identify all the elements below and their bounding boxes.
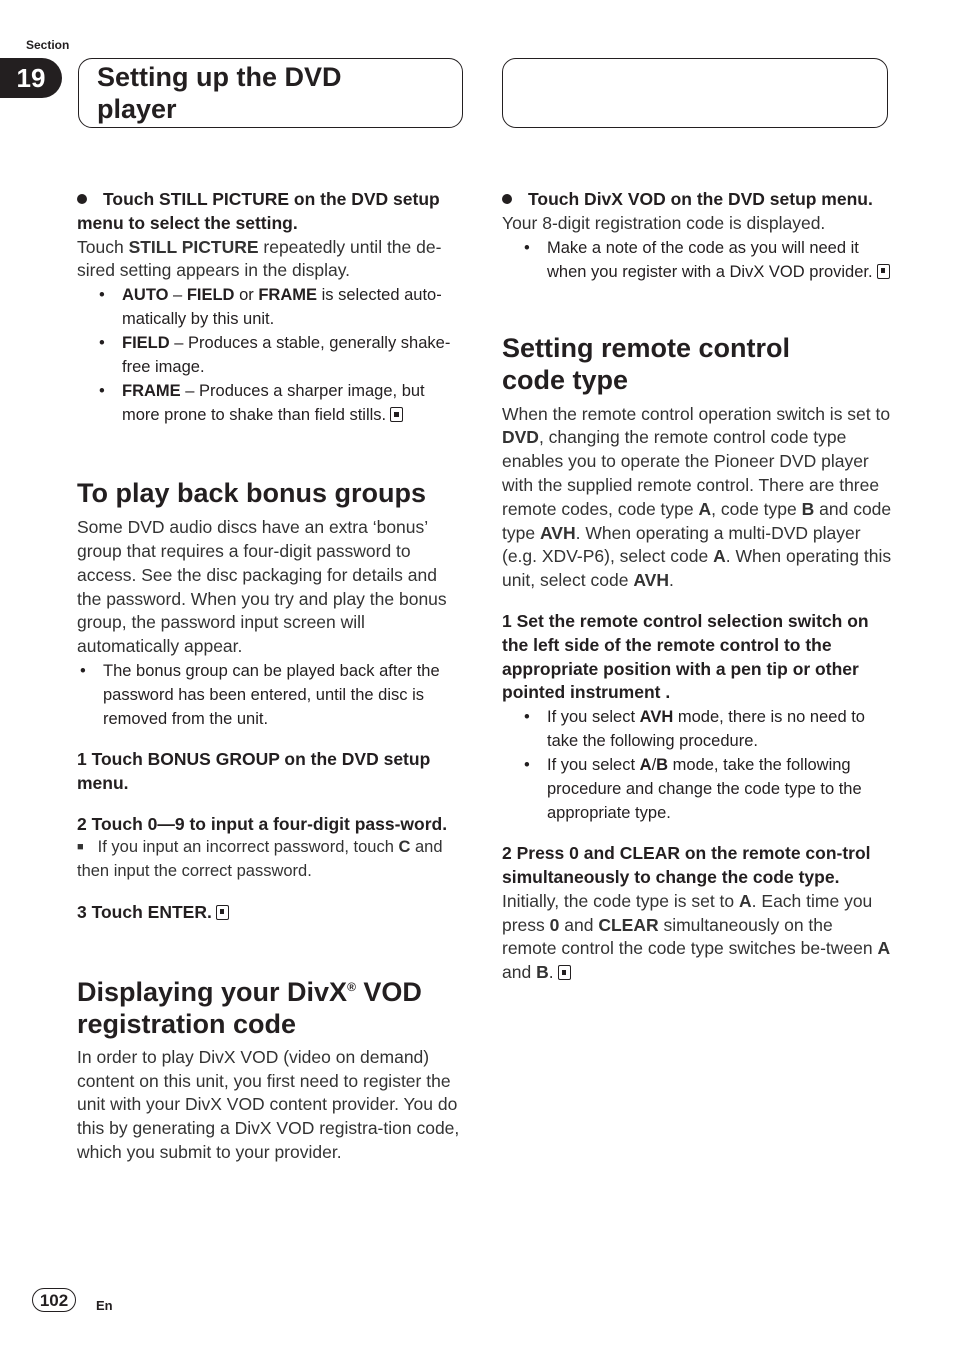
bonus-body: Some DVD audio discs have an extra ‘bonus’ group that requires a four-digit password to access. See the disc packaging for details and the password. When you try and play the bonus group, the password input screen will automatically appear.: [77, 517, 447, 657]
list-item: • AUTO – FIELD or FRAME is selected auto-matically by this unit.: [77, 283, 465, 331]
blank-header-box: [502, 58, 888, 128]
bonus-step-1: 1 Touch BONUS GROUP on the DVD setup menu.: [77, 748, 431, 793]
page-number: 102: [32, 1288, 76, 1312]
divx-touch-body: Your 8-digit registration code is displayed.: [502, 212, 826, 233]
still-picture-body: Touch STILL PICTURE repeatedly until the de-sired setting appears in the display.: [77, 236, 442, 281]
section-label: Section: [26, 38, 70, 52]
list-item: • Make a note of the code as you will need it when you register with a DivX VOD provider.: [502, 236, 892, 284]
bonus-title: To play back bonus groups: [77, 478, 427, 509]
bullet-dot-icon: [77, 194, 87, 204]
end-mark-icon: [390, 407, 403, 422]
remote-step-1-bullets: [502, 705, 892, 825]
chapter-title: [97, 61, 342, 125]
end-mark-icon: [877, 264, 890, 279]
remote-step-2: 2 Press 0 and CLEAR on the remote con-trol simultaneously to change the code type.: [502, 843, 871, 887]
remote-body: When the remote control operation switch is set to DVD, changing the remote control code type enables you to operate the Pioneer DVD player with the supplied remote control. There are three remote codes, code type A, code type B and code type AVH. When operating a multi-DVD player (e.g. XDV-P6), select code A. When operating this unit, select code AVH.: [502, 403, 892, 591]
divx-bullets: [502, 236, 892, 284]
divx-touch-heading: Touch DivX VOD on the DVD setup menu.: [502, 188, 892, 212]
remote-step-1: 1 Set the remote control selection switch on the left side of the remote control to the appropriate position with a pen tip or other pointed instrument .: [502, 610, 869, 703]
bonus-step-3: 3 Touch ENTER.: [77, 901, 465, 925]
section-number-badge: 19: [0, 58, 62, 98]
note-square-icon: ■: [77, 841, 84, 854]
chapter-title-line2: player: [97, 94, 177, 124]
divx-title: Displaying your DivX® VOD registration code: [77, 976, 422, 1039]
still-picture-heading: Touch STILL PICTURE on the DVD setup menu to select the setting.: [77, 189, 440, 233]
list-item: • If you select AVH mode, there is no need to take the following procedure.: [502, 705, 892, 753]
bonus-step-2: 2 Touch 0—9 to input a four-digit pass-word.: [77, 813, 448, 834]
end-mark-icon: [558, 965, 571, 980]
language-label: En: [96, 1298, 113, 1313]
chapter-title-box: [78, 58, 463, 128]
list-item: • FIELD – Produces a stable, generally shake-free image.: [77, 331, 465, 379]
list-item: • The bonus group can be played back after the password has been entered, until the disc is removed from the unit.: [77, 659, 465, 731]
chapter-title-line1: Setting up the DVD: [97, 62, 342, 92]
bullet-dot-icon: [502, 194, 512, 204]
divx-body: In order to play DivX VOD (video on demand) content on this unit, you first need to register the unit with your DivX VOD content provider. You do this by generating a DivX VOD registra-tion code, which you submit to your provider.: [77, 1046, 460, 1162]
bonus-bullets: [77, 659, 465, 731]
list-item: • FRAME – Produces a sharper image, but more prone to shake than field stills.: [77, 379, 465, 427]
right-column: [502, 188, 892, 985]
still-picture-options: [77, 283, 465, 427]
list-item: • If you select A/B mode, take the following procedure and change the code type to the appropriate type.: [502, 753, 892, 825]
remote-step-2-body: Initially, the code type is set to A. Each time you press 0 and CLEAR simultaneously on the remote control the code type switches be-tween A and B.: [502, 890, 891, 983]
end-mark-icon: [216, 905, 229, 920]
bonus-note: ■ If you input an incorrect password, touch C and then input the correct password.: [77, 838, 443, 881]
left-column: [77, 188, 465, 1165]
remote-title: Setting remote control code type: [502, 332, 791, 395]
